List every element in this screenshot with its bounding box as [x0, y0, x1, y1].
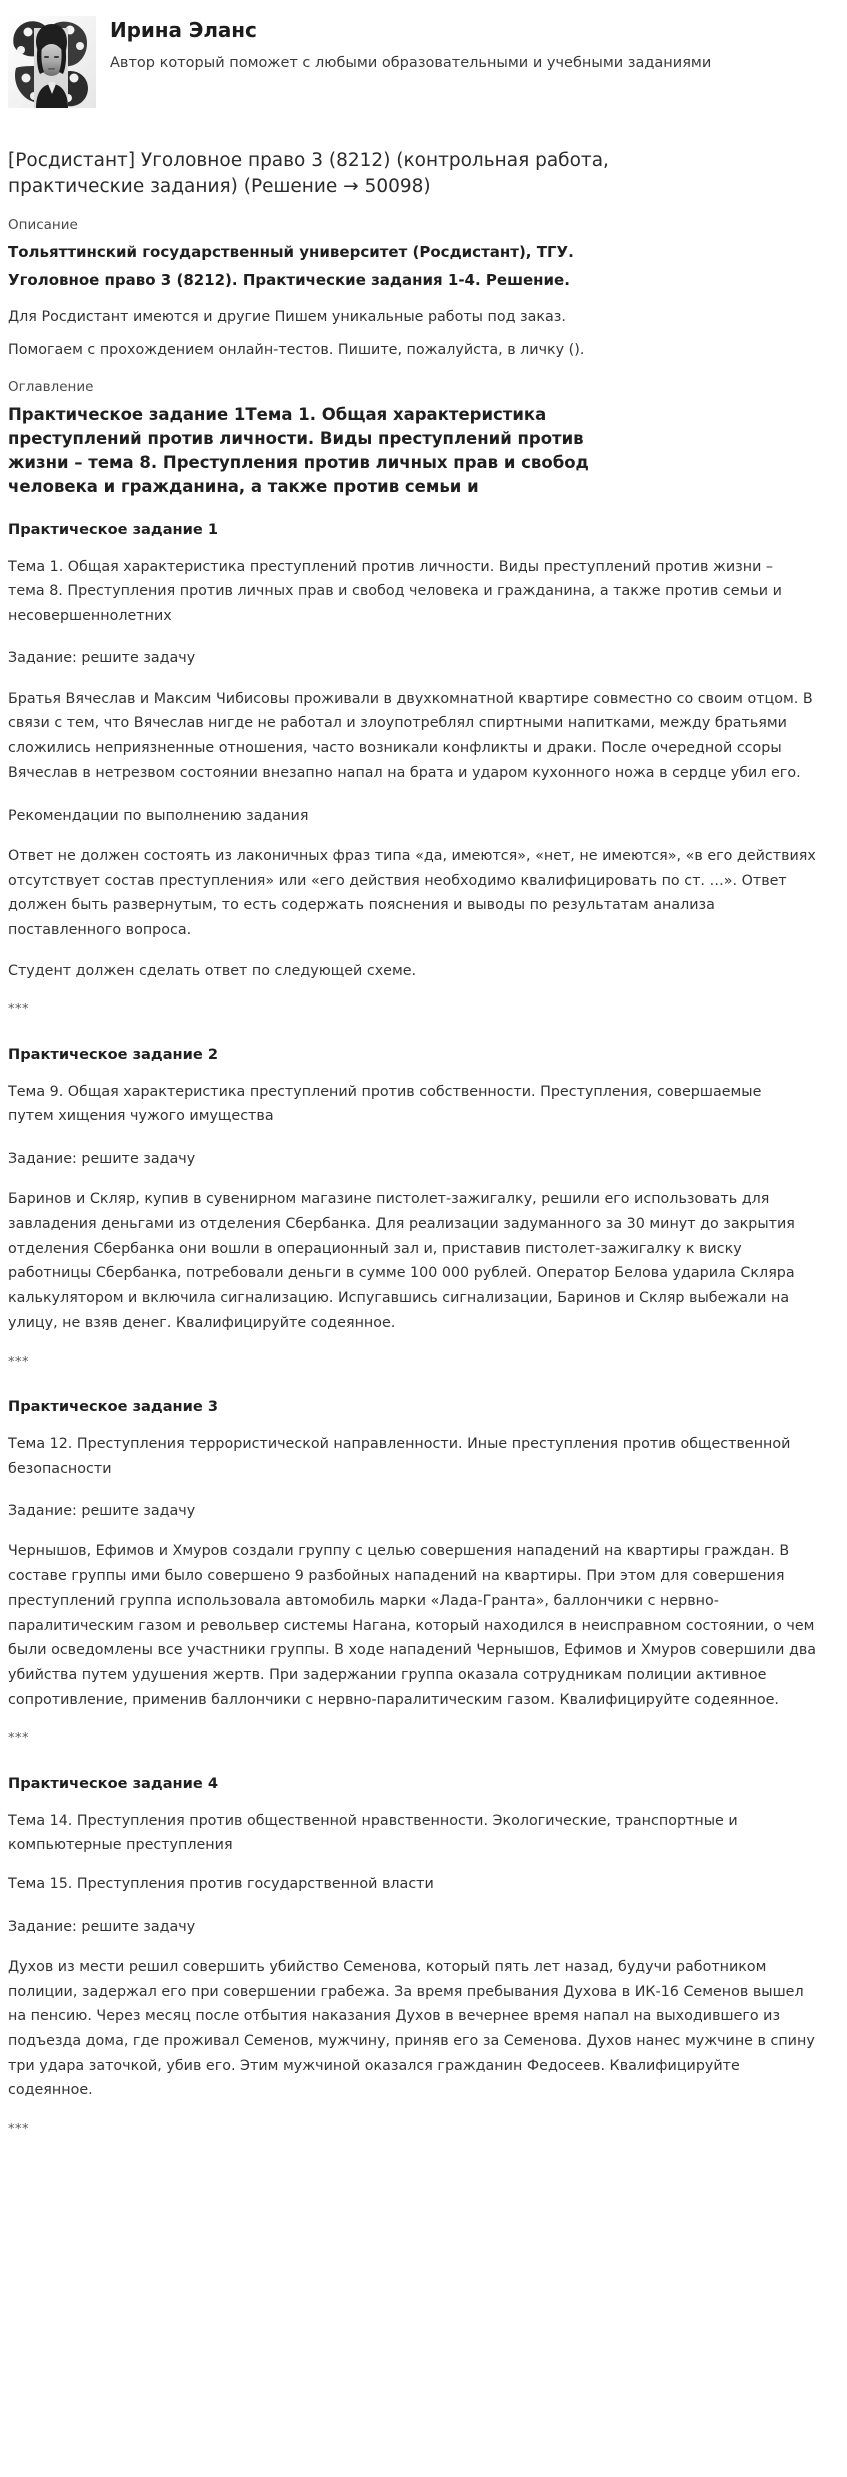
task-heading-4: Практическое задание 4: [8, 1774, 218, 1792]
task-recommendation-body-1: Ответ не должен состоять из лаконичных фраз типа «да, имеются», «нет, не имеются», «в его действиях отсутствует состав преступления» или «его действия необходимо квалифицировать по ст. …». Ответ должен быть развернутым, то есть содержать пояснения и выводы по результатам анализа поставленного вопроса.: [8, 847, 816, 938]
task-recommendation-note-1: Студент должен сделать ответ по следующей схеме.: [8, 962, 417, 979]
task-body-3: Чернышов, Ефимов и Хмуров создали группу с целью совершения нападений на квартиры граждан. В составе группы ими было совершено 9 разбойных нападений на квартиры. При этом для совершения преступлений группа использовала автомобиль марки «Лада-Гранта», баллончики с нервно-паралитическим газом и револьвер системы Нагана, который находился в неисправном состоянии, о чем были осведомлены все участники группы. В ходе нападений Чернышов, Ефимов и Хмуров совершили два убийства путем удушения жертв. При задержании группа оказала сотрудникам полиции активное сопротивление, применив баллончики с нервно-паралитическим газом. Квалифицируйте содеянное.: [8, 1543, 817, 1708]
avatar: [8, 16, 96, 108]
task-theme-3: Тема 12. Преступления террористической направленности. Иные преступления против общественной безопасности: [8, 1435, 791, 1477]
toc-text: Практическое задание 1Тема 1. Общая характеристика преступлений против личности. Виды преступлений против жизни – тема 8. Преступления против личных прав и свобод человека и гражданина, а также против семьи и: [8, 405, 589, 496]
author-text-block: [110, 16, 839, 75]
task-heading-3: Практическое задание 3: [8, 1398, 218, 1416]
page-title: [Росдистант] Уголовное право 3 (8212) (контрольная работа, практические задания) (Решение → 50098): [8, 150, 609, 197]
toc-label: Оглавление: [8, 378, 94, 395]
description-label: Описание: [8, 217, 78, 234]
task-theme-4-second: Тема 15. Преступления против государственной власти: [8, 1876, 434, 1893]
author-name: Ирина Эланс: [110, 18, 257, 42]
author-tagline: Автор который поможет с любыми образовательными и учебными заданиями: [110, 55, 712, 71]
task-theme-2: Тема 9. Общая характеристика преступлений против собственности. Преступления, совершаемые путем хищения чужого имущества: [8, 1083, 762, 1125]
author-header: [8, 10, 839, 118]
task-body-1: Братья Вячеслав и Максим Чибисовы проживали в двухкомнатной квартире совместно со своим отцом. В связи с тем, что Вячеслав нигде не работал и злоупотреблял спиртными напитками, между братьями сложились неприязненные отношения, часто возникали конфликты и драки. После очередной ссоры Вячеслав в нетрезвом состоянии внезапно напал на брата и ударом кухонного ножа в сердце убил его.: [8, 690, 813, 781]
description-lead-line1: Тольяттинский государственный университет (Росдистант), ТГУ.: [8, 243, 574, 262]
task-separator-3: ***: [8, 1731, 29, 1747]
task-heading-2: Практическое задание 2: [8, 1045, 218, 1063]
task-separator-1: ***: [8, 1002, 29, 1018]
task-theme-1: Тема 1. Общая характеристика преступлений против личности. Виды преступлений против жизни – тема 8. Преступления против личных прав и свобод человека и гражданина, а также против семьи и несовершеннолетних: [8, 558, 782, 624]
task-body-4: Духов из мести решил совершить убийство Семенова, который пять лет назад, будучи работником полиции, задержал его при совершении грабежа. За время пребывания Духова в ИК-16 Семенов вышел на пенсию. Через месяц после отбытия наказания Духов в вечернее время напал на выходившего из подъезда дома, где проживал Семенов, мужчину, приняв его за Семенова. Духов нанес мужчине в спину три удара заточкой, убив его. Этим мужчиной оказался гражданин Федосеев. Квалифицируйте содеянное.: [8, 1958, 815, 2099]
task-assignment-label-1: Задание: решите задачу: [8, 650, 196, 667]
task-separator-4: ***: [8, 2122, 29, 2138]
task-recommendation-label-1: Рекомендации по выполнению задания: [8, 807, 309, 824]
description-paragraph-2: Помогаем с прохождением онлайн-тестов. Пишите, пожалуйста, в личку ().: [8, 342, 585, 359]
description-paragraph-1: Для Росдистант имеются и другие Пишем уникальные работы под заказ.: [8, 308, 566, 325]
task-heading-1: Практическое задание 1: [8, 520, 218, 538]
task-assignment-label-4: Задание: решите задачу: [8, 1918, 196, 1935]
description-lead-line2: Уголовное право 3 (8212). Практические задания 1-4. Решение.: [8, 270, 570, 289]
task-body-2: Баринов и Скляр, купив в сувенирном магазине пистолет-зажигалку, решили его использовать для завладения деньгами из отделения Сбербанка. Для реализации задуманного за 30 минут до закрытия отделения Сбербанка они вошли в операционный зал и, приставив пистолет-зажигалку к виску работницы Сбербанка, потребовали деньги в сумме 100 000 рублей. Оператор Белова ударила Скляра калькулятором и включила сигнализацию. Испугавшись сигнализации, Баринов и Скляр выбежали на улицу, не взяв денег. Квалифицируйте содеянное.: [8, 1191, 795, 1331]
avatar-photo-icon: [8, 16, 96, 108]
task-assignment-label-2: Задание: решите задачу: [8, 1150, 196, 1167]
task-assignment-label-3: Задание: решите задачу: [8, 1503, 196, 1520]
task-theme-4: Тема 14. Преступления против общественной нравственности. Экологические, транспортные и компьютерные преступления: [8, 1812, 738, 1854]
task-separator-2: ***: [8, 1354, 29, 1370]
